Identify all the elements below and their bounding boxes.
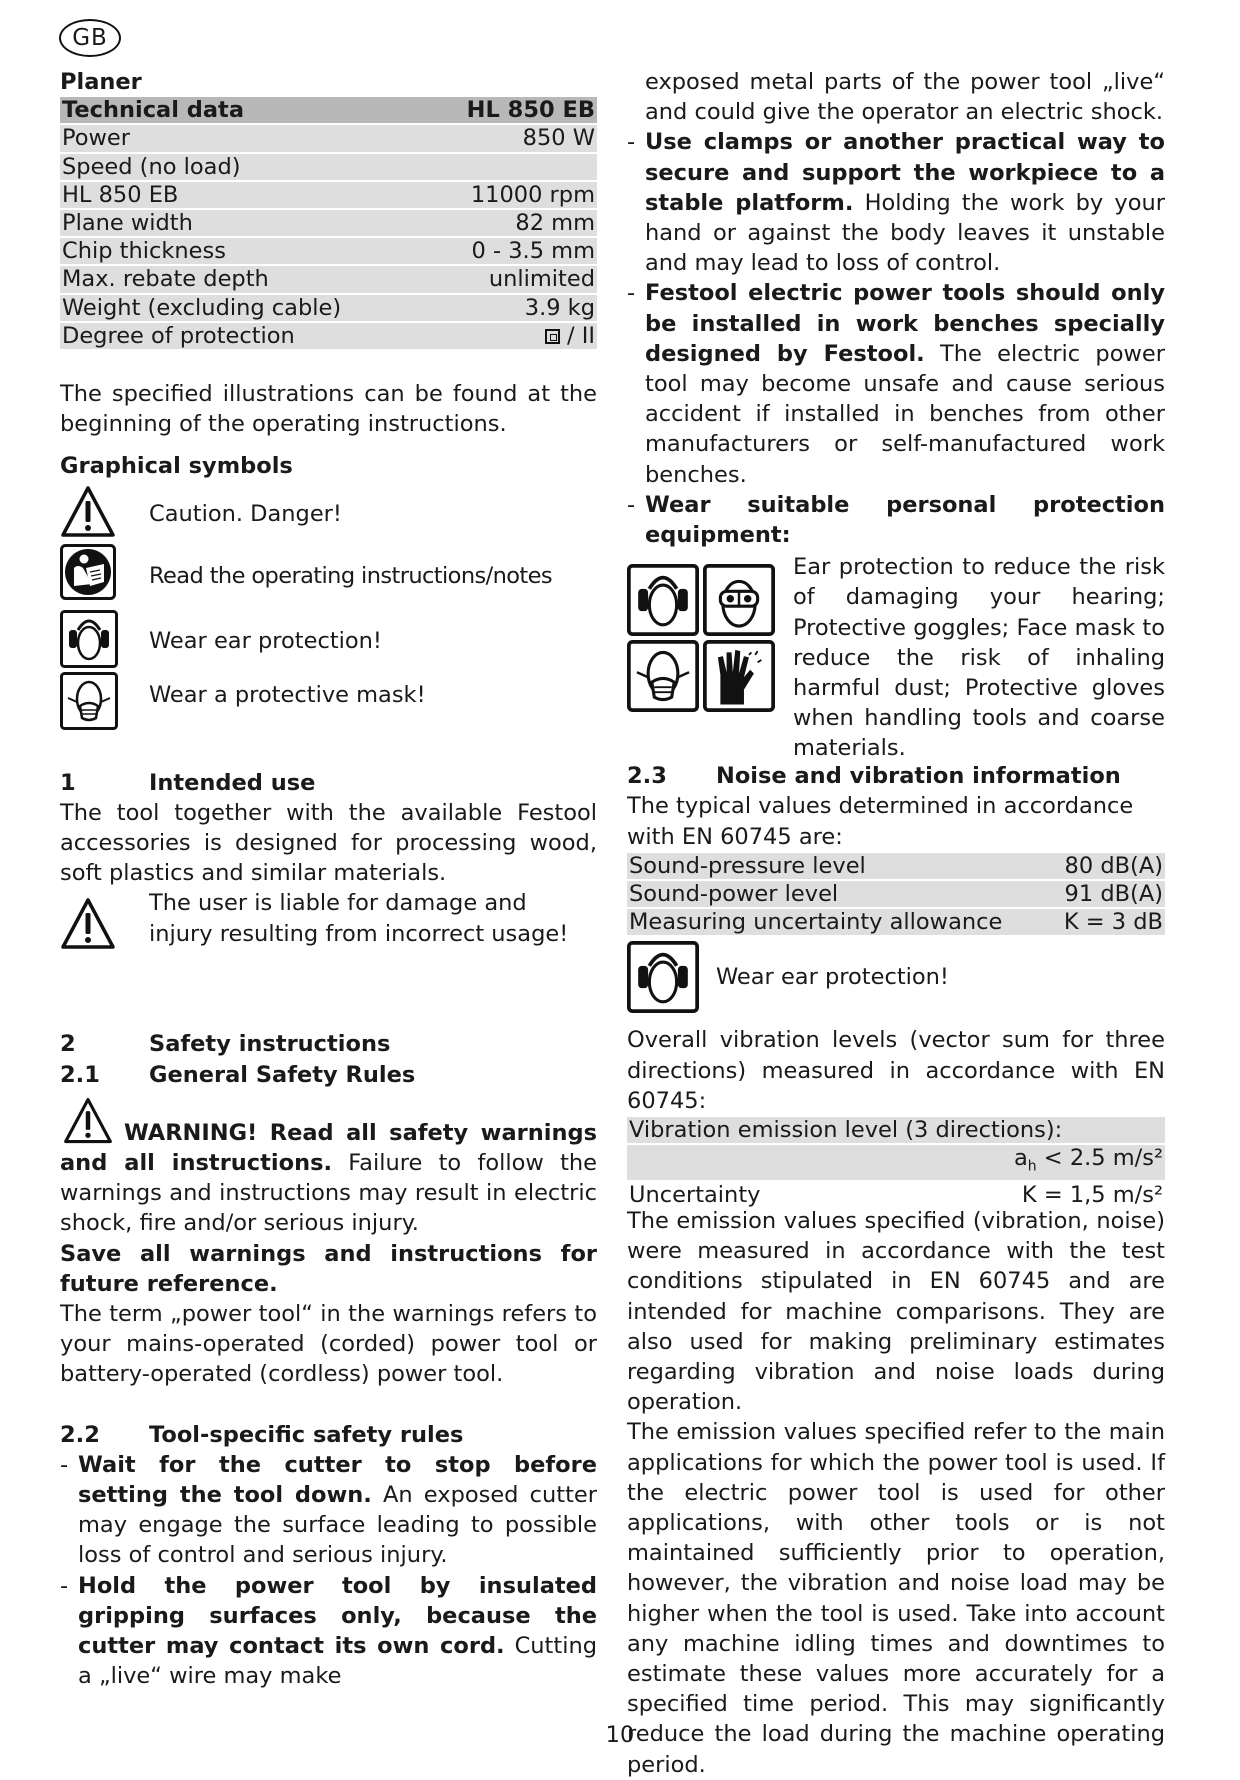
ear-protection-note bbox=[627, 941, 1165, 1019]
table-cell-label: Vibration emission level (3 directions): bbox=[627, 1117, 1165, 1143]
table-row bbox=[60, 182, 597, 208]
bullet-text: Holding the work by your hand or against the body leaves it unstable and may lead to loss of control. bbox=[645, 189, 1165, 277]
table-cell-label: Chip thickness bbox=[60, 238, 426, 264]
gloves-icon bbox=[703, 640, 775, 712]
vibration-table bbox=[627, 1115, 1165, 1210]
illustrations-note: The specified illustrations can be found at the beginning of the operating instructions. bbox=[60, 380, 597, 438]
list-item: - Wait for the cutter to stop before setting the tool down. An exposed cutter may engage the surface leading to possible loss of control and serious injury. bbox=[60, 1451, 597, 1569]
bullet-text: The electric power tool may become unsafe and cause serious accident if installed in benches from other manufacturers or self-manufactured work benches. bbox=[645, 340, 1165, 488]
list-item: - Festool electric power tools should only be installed in work benches specially designed by Festool. The electric power tool may become unsafe and cause serious accident if installed in benches from other manufacturers or self-manufactured work benches. bbox=[627, 280, 1165, 488]
table-cell-label: Uncertainty bbox=[627, 1182, 880, 1208]
table-row bbox=[60, 323, 597, 349]
section-2-2-heading bbox=[60, 1420, 597, 1450]
table-cell-label: Measuring uncertainty allowance bbox=[627, 909, 1050, 935]
table-cell-value: K = 3 dB bbox=[1050, 909, 1165, 935]
section-number: 2.3 bbox=[627, 763, 667, 790]
table-cell-value: 91 dB(A) bbox=[1050, 881, 1165, 907]
section-title: Noise and vibration information bbox=[716, 763, 1121, 790]
protective-mask-icon bbox=[60, 672, 118, 730]
table-row bbox=[60, 154, 597, 180]
section-1-heading bbox=[60, 768, 597, 798]
symbol-label: Read the operating instructions/notes bbox=[149, 562, 553, 589]
noise-intro-text: The typical values determined in accordance with EN 60745 are: bbox=[627, 793, 1134, 850]
continuation-text: exposed metal parts of the power tool „live“ and could give the operator an electric shock. bbox=[645, 69, 1165, 126]
warning-bold-text: WARNING! Read all safety warnings and all instructions. bbox=[60, 1119, 597, 1176]
vibration-subscript: h bbox=[1027, 1158, 1037, 1175]
table-row bbox=[627, 1145, 1165, 1180]
table-cell-value: 850 W bbox=[426, 125, 597, 151]
bullet-bold-text: Wait for the cutter to stop before setting the tool down. bbox=[78, 1451, 597, 1508]
ear-protection-label: Wear ear protection! bbox=[716, 964, 949, 991]
product-title: Planer bbox=[60, 69, 142, 95]
intended-use-warning bbox=[60, 888, 597, 984]
intended-use-text: The tool together with the available Festool accessories is designed for processing wood, soft plastics and similar materials. bbox=[60, 799, 597, 887]
warning-triangle-icon bbox=[60, 484, 116, 540]
table-row bbox=[627, 853, 1165, 879]
section-title: General Safety Rules bbox=[149, 1061, 416, 1088]
noise-table bbox=[627, 851, 1165, 938]
protection-class-value: / II bbox=[566, 322, 595, 349]
right-column bbox=[627, 0, 1165, 1780]
technical-data-table bbox=[60, 95, 597, 351]
table-cell-value: unlimited bbox=[426, 266, 597, 292]
language-badge: GB bbox=[59, 19, 121, 57]
symbol-label: Wear a protective mask! bbox=[149, 681, 426, 708]
section-title: Tool-specific safety rules bbox=[149, 1421, 464, 1448]
list-item: - Wear suitable personal protection equipment: bbox=[627, 491, 1165, 549]
symbol-label: Wear ear protection! bbox=[149, 627, 382, 654]
table-cell-label: Sound-pressure level bbox=[627, 853, 1050, 879]
warning-text: The user is liable for damage and injury resulting from incorrect usage! bbox=[149, 890, 569, 947]
table-row bbox=[60, 238, 597, 264]
save-instructions-text: Save all warnings and instructions for future reference. bbox=[60, 1240, 597, 1297]
symbols-list bbox=[60, 484, 597, 730]
list-item: - Hold the power tool by insulated gripping surfaces only, because the cutter may contact its own cord. Cutting a „live“ wire may make bbox=[60, 1572, 597, 1690]
table-cell-label: Degree of protection bbox=[60, 323, 426, 349]
section-number: 1 bbox=[60, 769, 76, 796]
table-row bbox=[627, 1117, 1165, 1143]
section-number: 2.2 bbox=[60, 1421, 100, 1448]
section-number: 2 bbox=[60, 1031, 76, 1058]
table-cell-value bbox=[880, 1145, 1165, 1180]
bullet-text: An exposed cutter may engage the surface leading to possible loss of control and serious injury. bbox=[78, 1481, 597, 1569]
protection-class-icon bbox=[545, 329, 560, 344]
symbol-row bbox=[60, 606, 597, 668]
general-warning-paragraph bbox=[60, 1096, 597, 1239]
table-row bbox=[627, 1182, 1165, 1208]
list-item: - Use clamps or another practical way to secure and support the workpiece to a stable platform. Holding the work by your hand or against the body leaves it unstable and may lead to loss of control. bbox=[627, 129, 1165, 277]
section-2-3-heading bbox=[627, 761, 1165, 791]
table-cell-value bbox=[426, 154, 597, 180]
table-row bbox=[60, 266, 597, 292]
warning-triangle-icon bbox=[60, 896, 116, 952]
page-number: 10 bbox=[605, 1722, 635, 1748]
table-cell-value: 80 dB(A) bbox=[1050, 853, 1165, 879]
power-tool-term-text: The term „power tool“ in the warnings refers to your mains-operated (corded) power tool or battery-operated (cordless) power tool. bbox=[60, 1300, 597, 1388]
table-cell-label: Speed (no load) bbox=[60, 154, 426, 180]
symbol-label: Caution. Danger! bbox=[149, 500, 342, 527]
emission-paragraph-2: The emission values specified refer to the main applications for which the power tool is used. If the electric power tool is used for other applications, with other tools or is not maintained sufficiently prior to operation, however, the vibration and noise load may be higher when the tool is used. Take into account any machine idling times and downtimes to estimate these values more accurately for a specified time period. This may significantly reduce the load during the machine operating period. bbox=[627, 1419, 1165, 1778]
table-cell-label: Max. rebate depth bbox=[60, 266, 426, 292]
table-cell-value: 0 - 3.5 mm bbox=[426, 238, 597, 264]
table-cell-value bbox=[426, 323, 597, 349]
vibration-symbol: a bbox=[1013, 1145, 1028, 1172]
section-title: Intended use bbox=[149, 769, 316, 796]
symbol-row bbox=[60, 542, 597, 606]
emission-paragraph-1: The emission values specified (vibration, noise) were measured in accordance with the test conditions stipulated in EN 60745 and are intended for machine comparisons. They are also used for making preliminary estimates regarding vibration and noise loads during operation. bbox=[627, 1207, 1165, 1416]
protective-mask-icon bbox=[627, 640, 699, 712]
section-2-1-heading bbox=[60, 1060, 597, 1090]
table-header-row bbox=[60, 97, 597, 123]
symbol-row bbox=[60, 484, 597, 542]
ear-protection-icon bbox=[627, 941, 699, 1013]
goggles-icon bbox=[703, 564, 775, 636]
symbol-row bbox=[60, 668, 597, 730]
section-number: 2.1 bbox=[60, 1061, 100, 1088]
bullet-bold-text: Hold the power tool by insulated gripping surfaces only, because the cutter may contact its own cord. bbox=[78, 1572, 597, 1659]
table-header-label: Technical data bbox=[60, 97, 426, 123]
ppe-block bbox=[627, 552, 1165, 762]
table-cell-value: 11000 rpm bbox=[426, 182, 597, 208]
symbols-heading: Graphical symbols bbox=[60, 453, 293, 480]
table-row bbox=[60, 125, 597, 151]
bullet-bold-text: Use clamps or another practical way to secure and support the workpiece to a stable platform. bbox=[645, 129, 1165, 216]
table-row bbox=[60, 295, 597, 321]
table-cell-value: 3.9 kg bbox=[426, 295, 597, 321]
left-column bbox=[60, 0, 597, 1691]
table-cell-label: Sound-power level bbox=[627, 881, 1050, 907]
table-header-model: HL 850 EB bbox=[426, 97, 597, 123]
section-title: Safety instructions bbox=[149, 1031, 391, 1058]
read-manual-icon bbox=[60, 544, 116, 600]
table-cell-label: HL 850 EB bbox=[60, 182, 426, 208]
ppe-text: Ear protection to reduce the risk of damaging your hearing; Protective goggles; Face mask to reduce the risk of inhaling harmful dust; Protective gloves when handling tools and coarse materials. bbox=[793, 554, 1165, 762]
table-cell-value: K = 1,5 m/s² bbox=[880, 1182, 1165, 1208]
table-row bbox=[627, 909, 1165, 935]
vibration-value: < 2.5 m/s² bbox=[1036, 1145, 1163, 1172]
bullet-text: Cutting a „live“ wire may make bbox=[78, 1632, 597, 1690]
bullet-bold-text: Festool electric power tools should only be installed in work benches specially designed by Festool. bbox=[645, 280, 1165, 367]
section-2-heading bbox=[60, 1029, 597, 1059]
table-cell-label: Power bbox=[60, 125, 426, 151]
ear-protection-icon bbox=[60, 610, 118, 668]
table-cell-label: Plane width bbox=[60, 210, 426, 236]
warning-triangle-icon bbox=[60, 1096, 116, 1146]
table-row bbox=[627, 881, 1165, 907]
warning-body-text: Failure to follow the warnings and instructions may result in electric shock, fire and/or serious injury. bbox=[60, 1149, 597, 1237]
table-row bbox=[60, 210, 597, 236]
vibration-intro-text: Overall vibration levels (vector sum for three directions) measured in accordance with EN 60745: bbox=[627, 1027, 1165, 1114]
ear-protection-icon bbox=[627, 564, 699, 636]
bullet-bold-text: Wear suitable personal protection equipment: bbox=[645, 491, 1165, 549]
table-cell-label: Weight (excluding cable) bbox=[60, 295, 426, 321]
table-cell-value: 82 mm bbox=[426, 210, 597, 236]
